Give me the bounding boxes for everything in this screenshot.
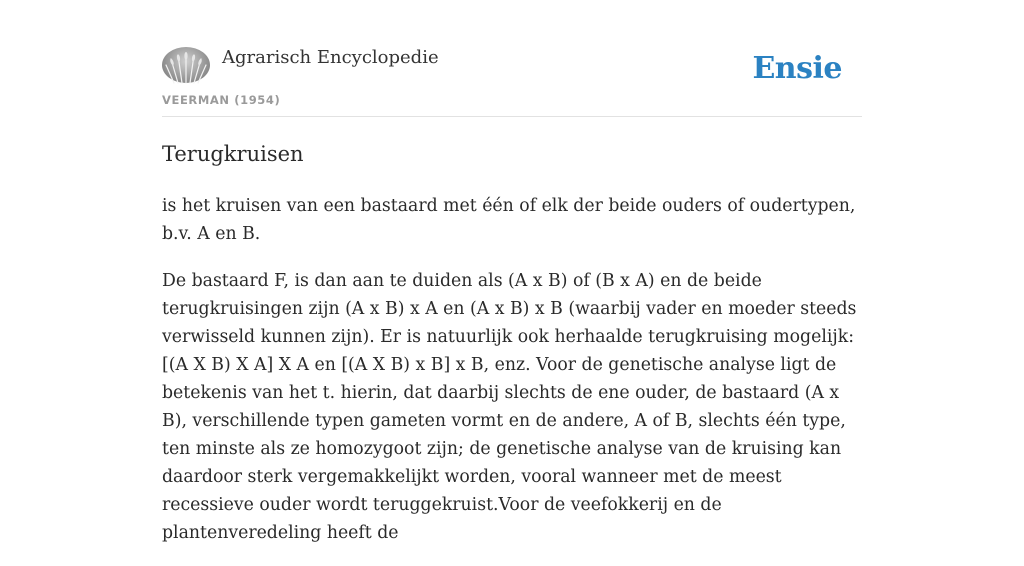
paragraph: is het kruisen van een bastaard met één of elk der beide ouders of oudertypen, b.v. A en B. xyxy=(162,196,856,244)
source-header xyxy=(162,46,862,117)
page xyxy=(162,0,862,543)
paragraph: De bastaard F, is dan aan te duiden als (A x B) of (B x A) en de beide terugkruisingen zijn (A x B) x A en (A x B) x B (waarbij vader en moeder steeds verwisseld kunnen zijn). Er is natuurlijk ook herhaalde terugkruising mogelijk: [(A X B) X A] X A en [(A X B) x B] x B, enz. Voor de genetische analyse ligt de betekenis van het t. hierin, dat daarbij slechts de ene ouder, de bastaard (A x B), verschillende typen gameten vormt en de andere, A of B, slechts één type, ten minste als ze homozygoot zijn; de genetische analyse van de kruising kan daardoor sterk vergemakkelijkt worden, vooral wanneer met de meest recessieve ouder wordt teruggekruist.Voor de veefokkerij en de plantenveredeling heeft de xyxy=(162,271,857,543)
source-title[interactable]: Agrarisch Encyclopedie xyxy=(222,47,439,68)
author-label: VEERMAN (1954) xyxy=(162,93,281,107)
article-title: Terugkruisen xyxy=(162,142,304,166)
wheat-icon xyxy=(162,47,210,83)
article-body xyxy=(162,192,862,566)
ensie-logo[interactable]: Ensie xyxy=(752,51,842,86)
